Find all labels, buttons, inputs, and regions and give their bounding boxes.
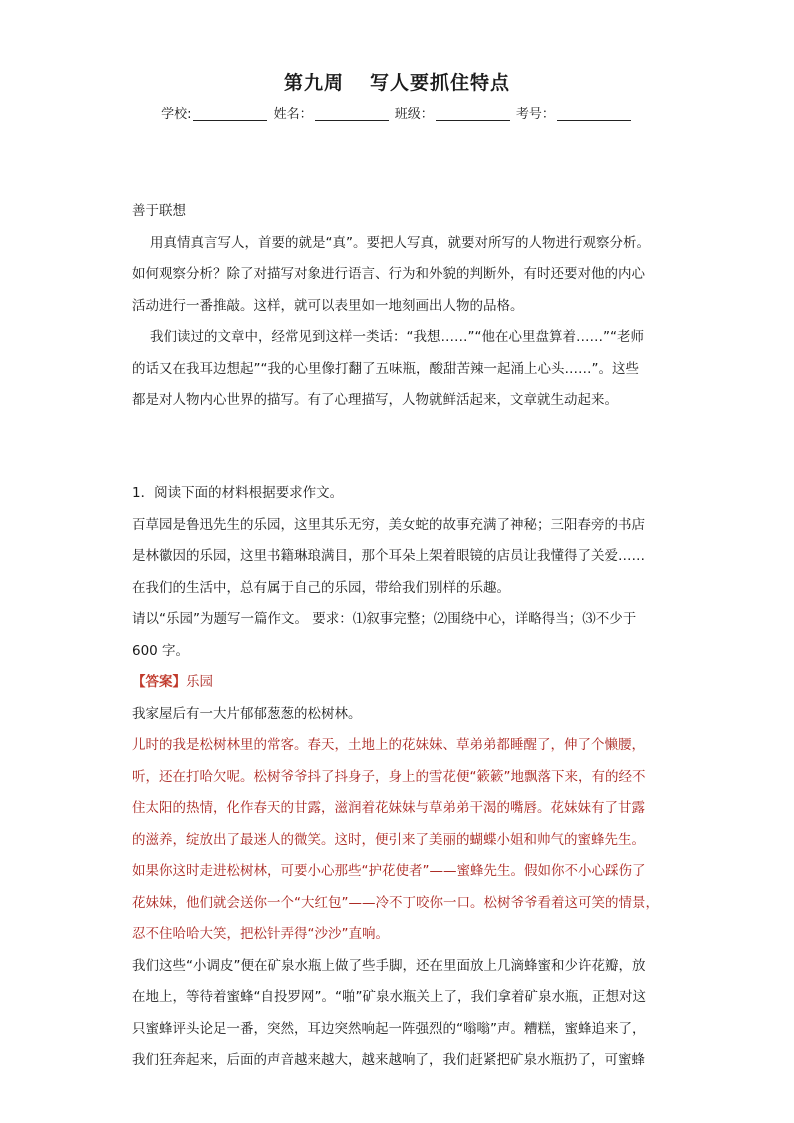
page-title bbox=[0, 68, 794, 95]
section-line: 都是对人物内心世界的描写。有了心理描写，人物就鲜活起来，文章就生动起来。 bbox=[132, 392, 618, 408]
intro-section bbox=[132, 196, 672, 417]
question-line: 是林徽因的乐园，这里书籍琳琅满目，那个耳朵上架着眼镜的店员让我懂得了关爱…… bbox=[132, 548, 645, 564]
answer-tag: 【答案】 bbox=[132, 674, 186, 690]
answer-line-highlighted: 听，还在打哈欠呢。松树爷爷抖了抖身子，身上的雪花便“簌簌”地飘落下来，有的经不 bbox=[132, 768, 646, 785]
section-line: 的话又在我耳边想起”“我的心里像打翻了五味瓶，酸甜苦辣一起涌上心头……”。这些 bbox=[132, 360, 639, 377]
school-label: 学校: bbox=[161, 107, 192, 122]
question-line: 百草园是鲁迅先生的乐园，这里其乐无穷，美女蛇的故事充满了神秘；三阳春旁的书店 bbox=[132, 516, 645, 533]
answer-line-highlighted: 住太阳的热情，化作春天的甘露，滋润着花妹妹与草弟弟干渴的嘴唇。花妹妹有了甘露 bbox=[132, 800, 645, 816]
school-blank[interactable] bbox=[193, 106, 267, 121]
section-heading: 善于联想 bbox=[132, 203, 186, 219]
answer-line: 只蜜蜂评头论足一番，突然，耳边突然响起一阵强烈的“嗡嗡”声。糟糕，蜜蜂追来了， bbox=[132, 1020, 646, 1037]
answer-line-highlighted: 忍不住哈哈大笑，把松针弄得“沙沙”直响。 bbox=[132, 926, 389, 942]
section-line: 如何观察分析？除了对描写对象进行语言、行为和外貌的判断外，有时还要对他的内心 bbox=[132, 266, 645, 282]
name-label: 姓名： bbox=[273, 107, 313, 122]
class-label: 班级： bbox=[394, 107, 434, 122]
class-blank[interactable] bbox=[436, 106, 510, 121]
answer-line-highlighted: 如果你这时走进松树林，可要小心那些“护花使者”——蜜蜂先生。假如你不小心踩伤了 bbox=[132, 863, 646, 879]
week-label: 第九周 bbox=[283, 72, 344, 94]
name-blank[interactable] bbox=[315, 106, 389, 121]
answer-header bbox=[132, 667, 672, 699]
exam-number-blank[interactable] bbox=[557, 106, 631, 121]
section-line: 我们读过的文章中，经常见到这样一类话：“我想……”“他在心里盘算着……”“老师 bbox=[150, 329, 644, 345]
section-line: 活动进行一番推敲。这样，就可以表里如一地刻画出人物的品格。 bbox=[132, 297, 524, 314]
answer-line: 在地上，等待着蜜蜂“自投罗网”。“啪”矿泉水瓶关上了，我们拿着矿泉水瓶，正想对这 bbox=[132, 989, 646, 1005]
student-info-row bbox=[0, 103, 794, 122]
answer-line: 我们这些“小调皮”便在矿泉水瓶上做了些手脚，还在里面放上几滴蜂蜜和少许花瓣，放 bbox=[132, 957, 646, 974]
answer-line: 我家屋后有一大片郁郁葱葱的松树林。 bbox=[132, 705, 362, 722]
answer-line-highlighted: 儿时的我是松树林里的常客。春天，土地上的花妹妹、草弟弟都睡醒了，伸了个懒腰， bbox=[132, 737, 645, 753]
section-line: 用真情真言写人，首要的就是“真”。要把人写真，就要对所写的人物进行观察分析。 bbox=[150, 234, 650, 251]
question-line: 600 字。 bbox=[132, 642, 190, 659]
topic-label: 写人要抓住特点 bbox=[370, 72, 511, 94]
question-line: 在我们的生活中，总有属于自己的乐园，带给我们别样的乐趣。 bbox=[132, 579, 510, 596]
exam-number-label: 考号： bbox=[515, 107, 555, 122]
answer-line-highlighted: 的滋养，绽放出了最迷人的微笑。这时，便引来了美丽的蝴蝶小姐和帅气的蜜蜂先生。 bbox=[132, 831, 645, 848]
question-line: 1．阅读下面的材料根据要求作文。 bbox=[132, 485, 344, 501]
question-section bbox=[132, 478, 672, 1077]
answer-line: 我们狂奔起来，后面的声音越来越大，越来越响了，我们赶紧把矿泉水瓶扔了，可蜜蜂 bbox=[132, 1052, 645, 1068]
question-line: 请以“乐园”为题写一篇作文。 要求：⑴叙事完整；⑵围绕中心，详略得当；⑶不少于 bbox=[132, 611, 637, 627]
answer-line-highlighted: 花妹妹，他们就会送你一个“大红包”——冷不丁咬你一口。松树爷爷看着这可笑的情景， bbox=[132, 894, 659, 911]
answer-title: 乐园 bbox=[186, 674, 213, 690]
